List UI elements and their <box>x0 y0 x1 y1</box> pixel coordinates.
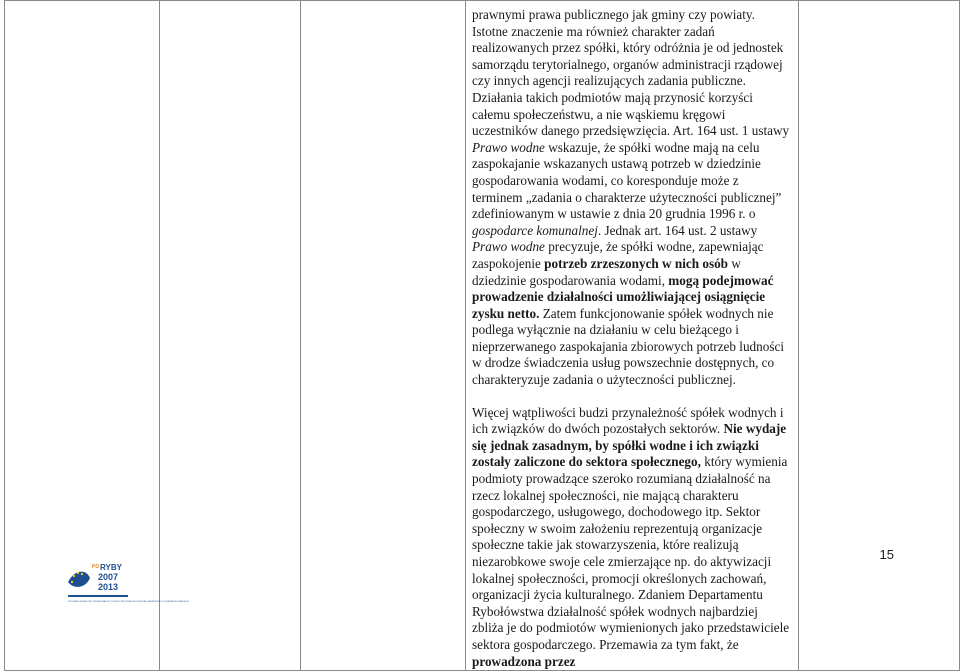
bold-run: potrzeb zrzeszonych w nich osób <box>544 255 729 271</box>
bold-run: mogą podejmować prowadzenie działalności umożliwiającej osiągnięcie zysku netto. <box>472 272 774 321</box>
italic-run: gospodarce komunalnej <box>472 222 598 238</box>
logo-ryby: RYBY <box>100 563 122 572</box>
po-ryby-logo <box>66 562 189 608</box>
page-number: 15 <box>879 547 894 562</box>
text-run: w dziedzinie gospodarowania wodami, <box>472 255 741 288</box>
empty-cell-3 <box>301 1 466 671</box>
text-run: który wymienia podmioty prowadzące szeroko rozumianą działalność na rzecz lokalnej społeczności, nie mającą charakteru gospodarczego, usługowego, dochodowego itp. Sektor społeczny w swoim założeniu reprezentują organizacje społeczne takie jak stowarzyszenia, które realizują niezarobkowe swoje cele zmierzające np. do aktywizacji lokalnej społeczności, promocji określonych zachowań, organizacji życia kulturalnego. Zdaniem Departamentu Rybołówstwa działalność spółek wodnych najbardziej zbliża je do podmiotów wymienionych jako przedstawiciele sektora gospodarczego. Przemawia za tym fakt, że <box>472 454 790 652</box>
bold-run: prowadzona przez <box>472 653 576 669</box>
text-run: . Jednak art. 164 ust. 2 ustawy <box>597 222 758 238</box>
logo-caption: PROGRAM OPERACYJNY ZRÓWNOWAŻONY ROZWÓJ SEKTORA RYBOŁÓWSTWA I NADBRZEŻNYCH OBSZARÓW RYBACKICH <box>68 601 189 603</box>
italic-run: Prawo wodne <box>472 139 545 155</box>
text-run: Zatem funkcjonowanie spółek wodnych nie podlega wyłącznie na działaniu w celu bieżącego i nieprzerwanego zaspokajania zbiorowych potrzeb ludności w drodze świadczenia usług powszechnie dostępnych, co charakteryzuje zadania o użyteczności publicznej. <box>472 305 784 388</box>
empty-cell-2 <box>160 1 301 671</box>
logo-2013: 2013 <box>98 582 119 592</box>
logo-po: PO <box>92 564 100 570</box>
text-run: Więcej wątpliwości budzi przynależność spółek wodnych i ich związków do dwóch pozostałych sektorów. <box>472 404 784 437</box>
text-run: prawnymi prawa publicznego jak gminy czy powiaty. Istotne znaczenie ma również charakter zadań realizowanych przez spółki, który odróżnia je od jednostek samorządu terytorialnego, organów administracji rządowej czy innych agencji realizujących zadania publiczne. Działania takich podmiotów mają przynosić korzyści całemu społeczeństwu, a nie wąskiemu kręgowi uczestników danego przedsięwzięcia. Art. 164 ust. 1 ustawy <box>472 7 790 139</box>
text-cell <box>466 1 799 671</box>
logo-2007: 2007 <box>98 572 119 582</box>
paragraph-2 <box>472 405 792 671</box>
fish-icon <box>68 572 90 587</box>
text-run: precyzuje, że spółki wodne, zapewniając zaspokojenie <box>472 239 764 271</box>
bold-run: Nie wydaje się jednak zasadnym, by spółki wodne i ich związki zostały zaliczone do sektora społecznego, <box>472 421 787 470</box>
italic-run: Prawo wodne <box>472 239 545 255</box>
document-table <box>4 0 960 671</box>
empty-cell-5 <box>799 1 960 671</box>
text-run: wskazuje, że spółki wodne mają na celu zaspokajanie wskazanych ustawą potrzeb w dziedzinie gospodarowania wodami, co koresponduje może z terminem „zadania o charakterze użyteczności publicznej” zdefiniowanym w ustawie z dnia 20 grudnia 1996 r. o <box>472 139 782 222</box>
paragraph-1 <box>472 7 792 389</box>
